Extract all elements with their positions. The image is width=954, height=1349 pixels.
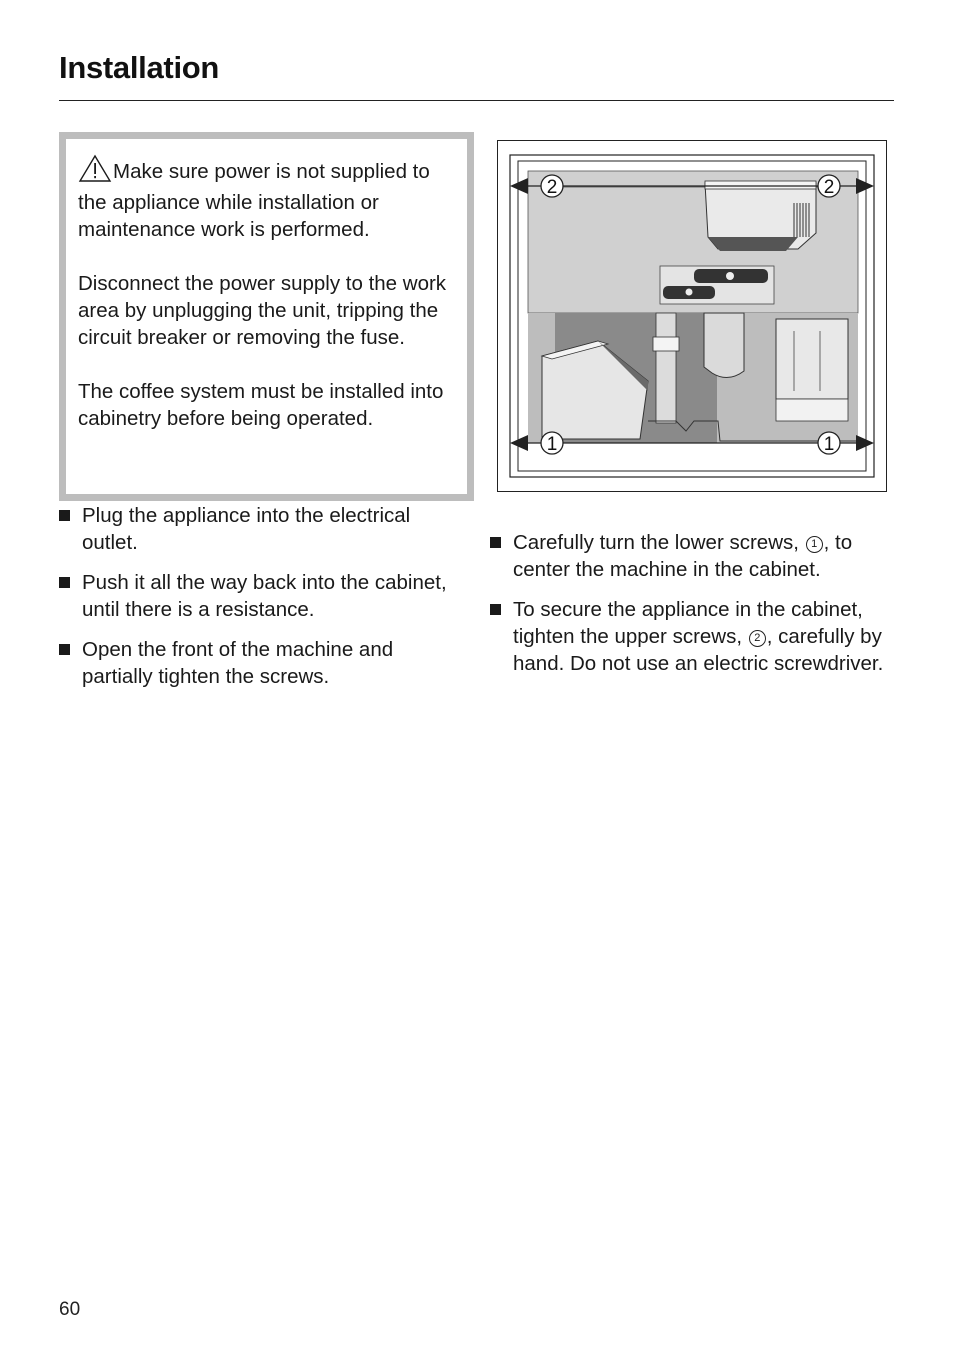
callout-marker: 2 [749, 630, 766, 647]
right-step-list [490, 529, 900, 690]
warning-paragraph-3: The coffee system must be installed into cabinetry before being operated. [78, 380, 444, 430]
bullet-square-icon [59, 644, 70, 655]
bullet-square-icon [59, 577, 70, 588]
list-item [490, 529, 900, 583]
list-item [490, 596, 900, 677]
left-step-list [59, 502, 459, 703]
page-number: 60 [59, 1299, 81, 1320]
lower-screw-label-left: 1 [546, 434, 558, 455]
bullet-square-icon [490, 604, 501, 615]
step-text: Open the front of the machine and partially tighten the screws. [82, 638, 394, 688]
list-item [59, 569, 459, 623]
warning-box [59, 132, 474, 501]
list-item [59, 502, 459, 556]
lower-screw-label-right: 1 [823, 434, 835, 455]
warning-paragraph-2: Disconnect the power supply to the work area by unplugging the unit, tripping the circuit breaker or removing the fuse. [78, 272, 447, 349]
step-text: Plug the appliance into the electrical outlet. [82, 504, 411, 554]
step-text-before: To secure the appliance in the cabinet, tighten the upper screws, [513, 598, 863, 648]
page-title: Installation [59, 50, 220, 85]
installation-figure [497, 140, 887, 492]
callout-marker: 1 [806, 536, 823, 553]
bullet-square-icon [490, 537, 501, 548]
list-item [59, 636, 459, 690]
cabinet-illustration [498, 141, 886, 491]
step-text-after: , carefully by hand. Do not use an electric screwdriver. [513, 625, 884, 675]
title-divider [59, 100, 894, 101]
warning-paragraph-1 [78, 154, 450, 243]
step-text-before: Carefully turn the lower screws, [513, 531, 805, 554]
upper-screw-label-left: 2 [546, 177, 558, 198]
bullet-square-icon [59, 510, 70, 521]
step-text: Push it all the way back into the cabinet, until there is a resistance. [82, 571, 447, 621]
warning-text-1: Make sure power is not supplied to the appliance while installation or maintenance work is performed. [78, 160, 430, 241]
warning-triangle-icon [78, 154, 112, 189]
step-text-after: , to center the machine in the cabinet. [513, 531, 853, 581]
upper-screw-label-right: 2 [823, 177, 835, 198]
